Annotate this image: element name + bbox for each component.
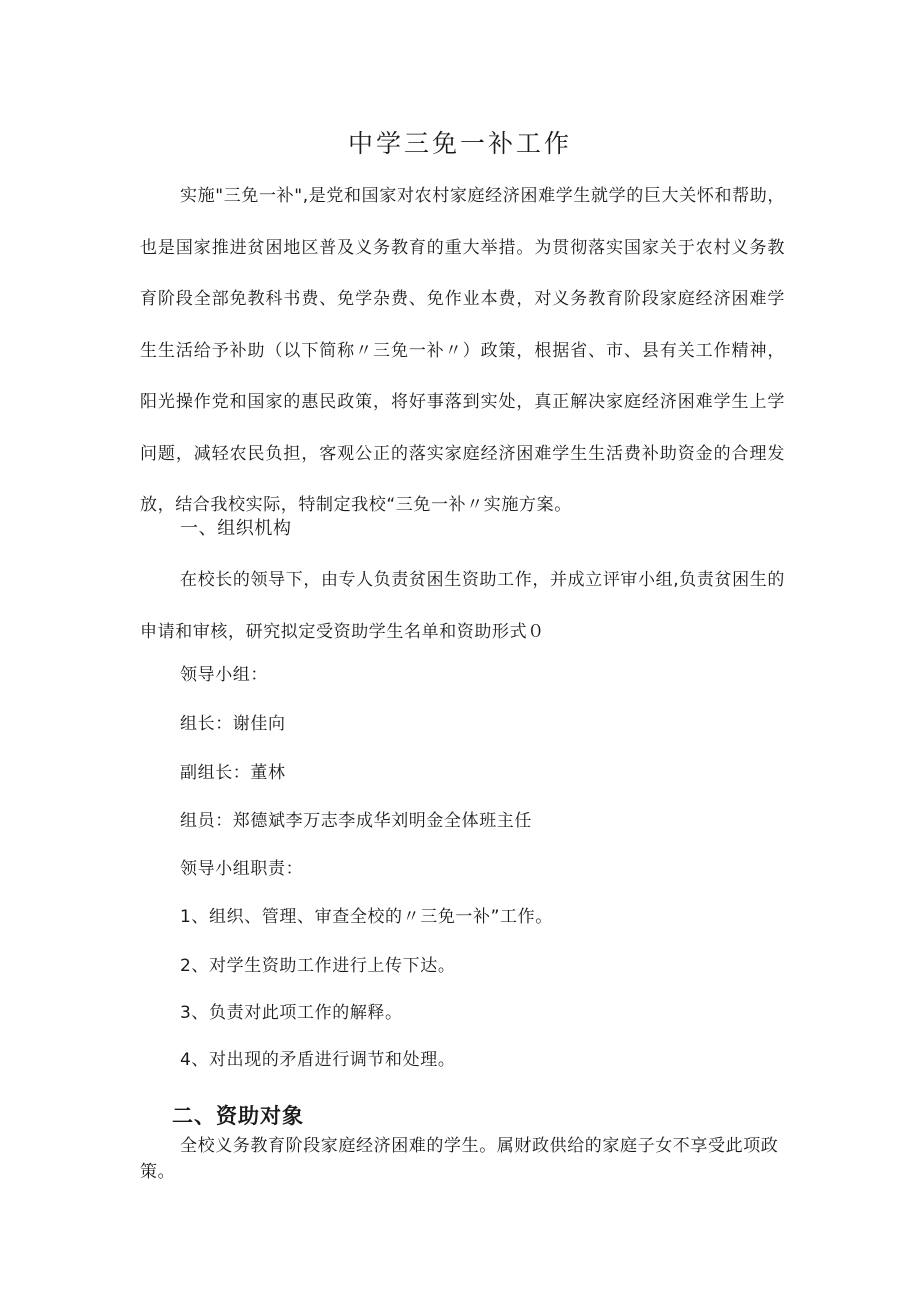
duty-item: 2、对学生资助工作进行上传下达。 [180, 956, 456, 976]
duty-item: 3、负责对此项工作的解释。 [180, 1003, 403, 1023]
group-members: 组员：郑德斌李万志李成华刘明金全体班主任 [180, 811, 532, 831]
duties-label: 领导小组职责： [180, 859, 304, 879]
organization-paragraph: 在校长的领导下，由专人负责贫困生资助工作，并成立评审小组,负责贫困生的申请和审核，研究拟定受资助学生名单和资助形式０ [140, 570, 785, 642]
aid-recipients-paragraph: 全校义务教育阶段家庭经济困难的学生。属财政供给的家庭子女不享受此项政策。 [140, 1136, 779, 1182]
duty-item: 1、组织、管理、审查全校的〃三免一补”工作。 [180, 907, 553, 927]
leadership-group-label: 领导小组： [180, 665, 268, 685]
document-title: 中学三免一补工作 [347, 129, 572, 158]
intro-paragraph: 实施"三免一补",是党和国家对农村家庭经济困难学生就学的巨大关怀和帮助，也是国家推进贫困地区普及义务教育的重大举措。为贯彻落实国家关于农村义务教育阶段全部免教科书费、免学杂费、免作业本费，对义务教育阶段家庭经济困难学生生活给予补助（以下简称〃三免一补〃）政策，根据省、市、县有关工作精神，阳光操作党和国家的惠民政策，将好事落到实处，真正解决家庭经济困难学生上学问题，减轻农民负担，客观公正的落实家庭经济困难学生生活费补助资金的合理发放，结合我校实际，特制定我校“三免一补〃实施方案。 [140, 186, 785, 515]
duty-item: 4、对出现的矛盾进行调节和处理。 [180, 1050, 456, 1070]
deputy-leader: 副组长：董林 [180, 763, 286, 783]
group-leader: 组长：谢佳向 [180, 714, 286, 734]
section-heading-organization: 一、组织机构 [180, 518, 292, 539]
section-heading-aid-recipients: 二、资助对象 [172, 1104, 304, 1128]
